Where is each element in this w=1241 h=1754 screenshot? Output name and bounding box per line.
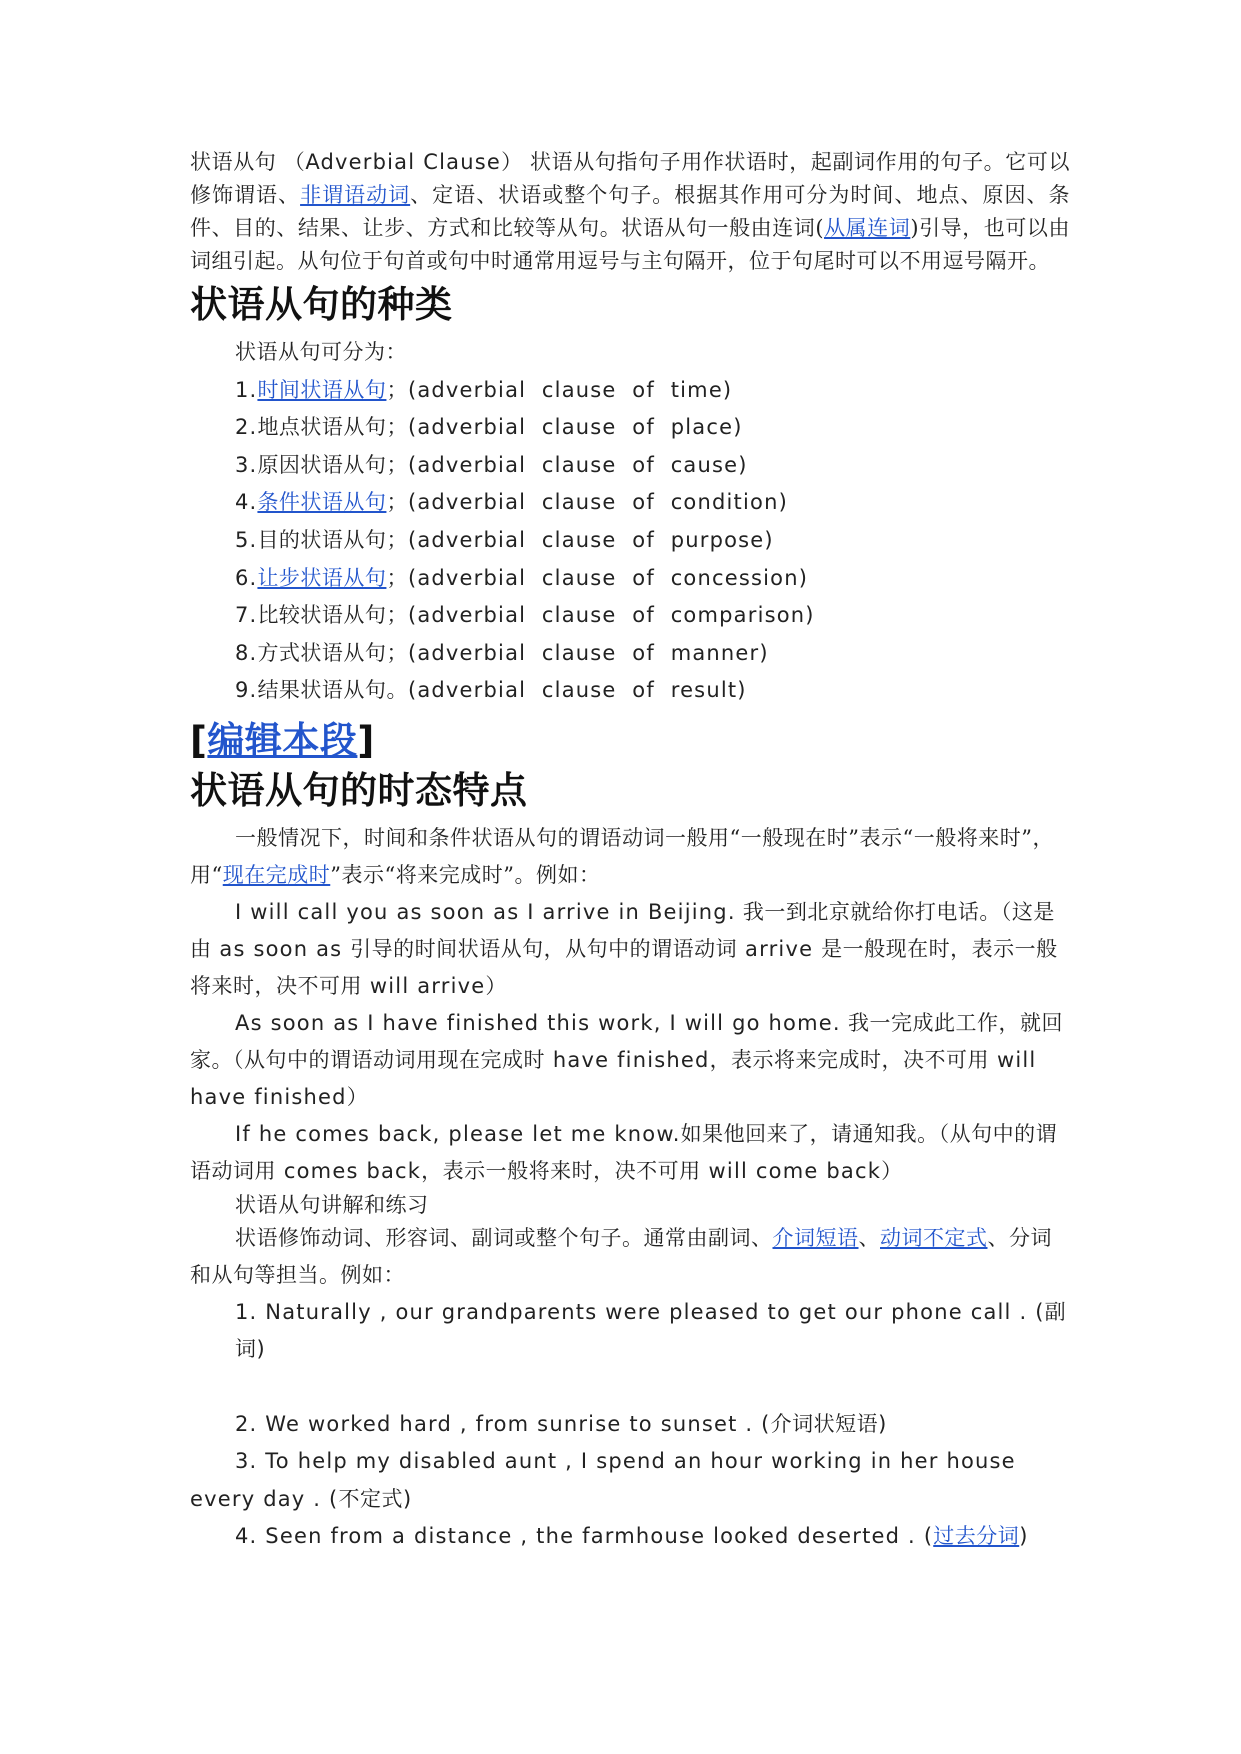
clause-type-item	[190, 522, 1070, 560]
example-tag: 副词	[235, 1299, 1067, 1362]
example-chinese: 如果他回来了，请通知我。（从句中的谓语动词用	[190, 1121, 1058, 1183]
example-english: will come back	[700, 1158, 882, 1183]
clause-type-link[interactable]: 条件状语从句	[257, 490, 387, 515]
subheading-practice: 状语从句讲解和练习	[235, 1192, 429, 1217]
clause-type-label: 方式状语从句	[257, 640, 387, 665]
clause-type-english: (adverbial clause of time)	[407, 377, 733, 402]
item-number: 1.	[235, 377, 258, 402]
example-english: 3. To help my disabled aunt , I spend an hour working in her house every day . (	[190, 1449, 1016, 1511]
example-chinese: 我一到北京就给你打电话。（这是由	[190, 899, 1055, 961]
bracket-open: [	[190, 718, 208, 762]
clause-type-label: 原因状语从句	[257, 452, 387, 477]
example-english: arrive	[737, 936, 822, 961]
example-chinese: ，表示一般将来时，决不可用	[421, 1158, 701, 1183]
item-separator: ；	[386, 377, 408, 402]
clause-type-item	[190, 409, 1070, 447]
numbered-example-2	[190, 1406, 1070, 1444]
example-english: will have finished	[190, 1047, 1037, 1109]
numbered-example-3	[190, 1443, 1070, 1518]
clause-type-link[interactable]: 让步状语从句	[257, 565, 387, 590]
clause-type-item	[190, 560, 1070, 598]
example-chinese: ）	[881, 1158, 903, 1183]
clause-type-label: 地点状语从句	[257, 415, 387, 440]
example-english: 4. Seen from a distance , the farmhouse looked deserted . (	[235, 1524, 934, 1549]
intro-text: )引导，也可以由词组引起。从句位于句首或句中时通常用逗号与主句隔开，位于句尾时可以不用逗号隔开。	[190, 216, 1070, 273]
example-chinese: ）	[346, 1084, 369, 1109]
intro-text: 、定语、状语或整个句子。根据其作用可分为时间、地点、原因、条件、目的、结果、让步、方式和比较等从句。状语从句一般由连词(	[190, 183, 1071, 240]
example-english: 1. Naturally , our grandparents were pleased to get our phone call . (	[235, 1299, 1045, 1324]
intro-text: ） 状语从句指句子用作状语时，起副词作用的句子。它可以修饰谓语、	[190, 150, 1070, 207]
clause-type-link[interactable]: 时间状语从句	[257, 377, 387, 402]
list-lead: 状语从句可分为：	[235, 340, 407, 364]
clause-type-item	[190, 635, 1070, 673]
item-separator: ；	[386, 565, 408, 590]
text: 、分词和从句等担当。例如：	[190, 1225, 1052, 1287]
clause-type-label: 目的状语从句	[257, 527, 387, 552]
item-number: 6.	[235, 565, 258, 590]
document-page	[190, 146, 1070, 1556]
clause-type-item	[190, 372, 1070, 410]
clause-type-label: 比较状语从句	[257, 603, 387, 628]
heading-tense: 状语从句的时态特点	[190, 768, 528, 812]
item-separator: ；	[386, 415, 408, 440]
clause-type-english: (adverbial clause of place)	[407, 415, 743, 440]
clause-type-english: (adverbial clause of cause)	[407, 452, 748, 477]
clause-type-english: (adverbial clause of condition)	[407, 490, 788, 515]
item-number: 7.	[235, 603, 258, 628]
edit-section-link	[190, 718, 1070, 764]
item-separator: ；	[386, 490, 408, 515]
example-tag: 不定式	[338, 1486, 403, 1511]
clause-type-item	[190, 597, 1070, 635]
item-separator: ；	[386, 452, 408, 477]
example-english: As soon as I have finished this work, I will go home.	[235, 1010, 841, 1035]
intro-paragraph	[190, 146, 1070, 278]
item-separator: ；	[386, 640, 408, 665]
clause-type-item	[190, 672, 1070, 710]
item-number: 4.	[235, 490, 258, 515]
text: 状语修饰动词、形容词、副词或整个句子。通常由副词、	[235, 1225, 773, 1250]
link-prepositional-phrase[interactable]: 介词短语	[772, 1225, 859, 1250]
example-2	[190, 1005, 1070, 1116]
example-english: If he comes back, please let me know.	[235, 1121, 681, 1146]
example-english: as soon as	[211, 936, 351, 961]
numbered-example-4	[190, 1518, 1070, 1556]
intro-english-term: Adverbial Clause	[305, 150, 502, 174]
edit-section-button[interactable]: 编辑本段	[207, 718, 358, 762]
example-chinese: 引导的时间状语从句，从句中的谓语动词	[350, 936, 738, 961]
example-chinese: 是一般现在时，表示一般将来时，决不可用	[190, 936, 1058, 998]
text: 、	[858, 1225, 880, 1250]
spacer	[190, 1369, 1070, 1406]
item-number: 3.	[235, 452, 258, 477]
example-english: 2. We worked hard , from sunrise to sunset . (	[235, 1411, 771, 1436]
clause-type-label: 结果状语从句	[257, 678, 387, 703]
item-number: 2.	[235, 415, 258, 440]
link-infinitive[interactable]: 动词不定式	[880, 1225, 988, 1250]
item-separator: 。	[386, 678, 408, 703]
tense-paragraph	[190, 820, 1070, 894]
example-english: )	[256, 1337, 266, 1362]
example-chinese: ，表示将来完成时，决不可用	[709, 1047, 990, 1072]
clause-type-item	[190, 447, 1070, 485]
clause-type-item	[190, 484, 1070, 522]
clause-type-english: (adverbial clause of result)	[407, 678, 747, 703]
clause-type-english: (adverbial clause of purpose)	[407, 527, 774, 552]
item-number: 5.	[235, 527, 258, 552]
example-english: have finished	[545, 1047, 710, 1072]
intro-text: 状语从句 （	[190, 150, 306, 174]
link-subordinating-conjunction[interactable]: 从属连词	[824, 216, 911, 240]
example-3	[190, 1116, 1070, 1190]
link-present-perfect[interactable]: 现在完成时	[222, 862, 331, 887]
text: 一般情况下，时间和条件状语从句的谓语动词一般用“一般现在时”表示“一般将来时”，用“	[190, 825, 1054, 887]
example-english: )	[402, 1486, 413, 1511]
link-non-predicate-verb[interactable]: 非谓语动词	[300, 183, 411, 207]
item-separator: ；	[386, 527, 408, 552]
heading-types: 状语从句的种类	[190, 283, 453, 326]
clause-type-english: (adverbial clause of manner)	[407, 640, 769, 665]
example-tag: 介词状短语	[770, 1411, 879, 1436]
numbered-example-1	[190, 1294, 1070, 1369]
example-chinese: ）	[485, 973, 507, 998]
link-past-participle[interactable]: 过去分词	[933, 1524, 1020, 1549]
bracket-close: ]	[357, 718, 375, 762]
example-english: )	[878, 1411, 888, 1436]
clause-type-english: (adverbial clause of concession)	[407, 565, 809, 590]
example-1	[190, 894, 1070, 1005]
text: ”表示“将来完成时”。例如：	[330, 862, 601, 887]
item-number: 8.	[235, 640, 258, 665]
clause-type-english: (adverbial clause of comparison)	[407, 603, 815, 628]
item-number: 9.	[235, 678, 258, 703]
example-english: will arrive	[362, 973, 486, 998]
example-chinese: 我一完成此工作，就回家。（从句中的谓语动词用现在完成时	[190, 1010, 1063, 1072]
example-english: I will call you as soon as I arrive in Beijing.	[235, 899, 736, 924]
item-separator: ；	[386, 603, 408, 628]
adverbial-paragraph	[190, 1220, 1070, 1294]
example-english: comes back	[276, 1158, 422, 1183]
clause-type-list	[190, 372, 1070, 710]
example-english: )	[1019, 1524, 1029, 1549]
